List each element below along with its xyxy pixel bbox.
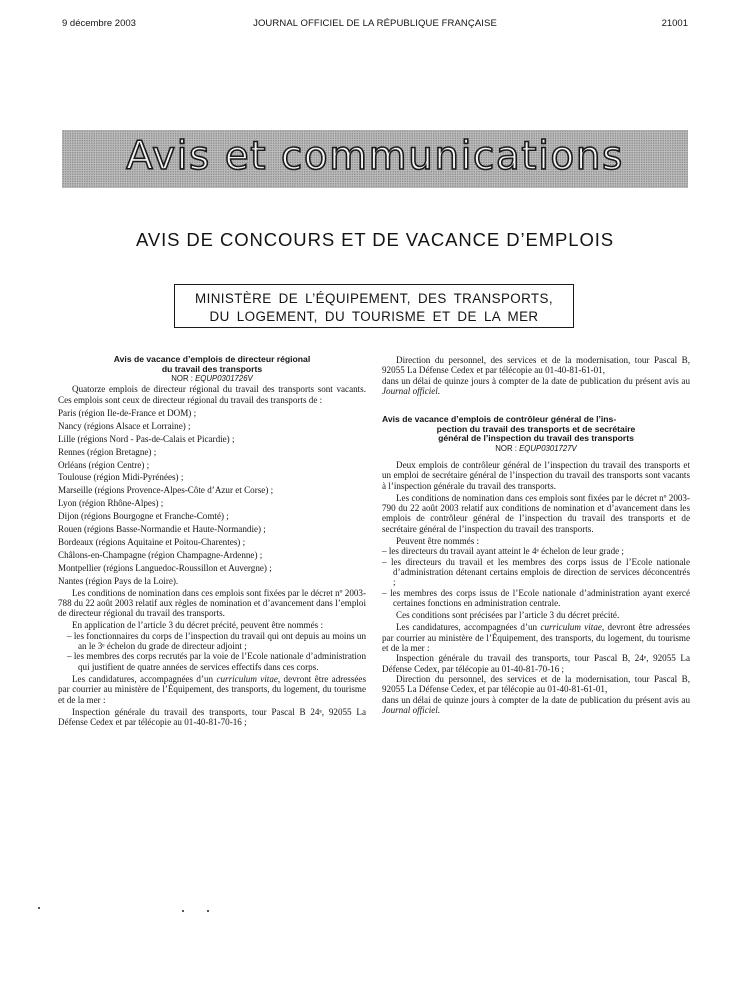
notice1-title-line-2: du travail des transports [161, 363, 263, 374]
notice2-applications [382, 622, 690, 653]
header-date: 9 décembre 2003 [62, 18, 136, 29]
applications-text: Les candidatures, accompagnées d’un [396, 622, 538, 633]
notice2-specified: Ces conditions sont précisées par l’article 3 du décret précité. [396, 610, 620, 621]
eligible-item: – les directeurs du travail ayant atteint le 4ᵉ échelon de leur grade ; [382, 546, 624, 557]
nor-code: EQUP0301727V [519, 443, 577, 453]
region-item: Lille (régions Nord - Pas-de-Calais et Picardie) ; [58, 433, 235, 444]
notice1-intro: Quatorze emplois de directeur régional du travail des transports sont vacants. Ces emplois sont ceux de directeur régional du travail des transports de : [58, 384, 366, 405]
notice1-title-line-1: Avis de vacance d’emplois de directeur régional [113, 354, 311, 364]
running-header [62, 18, 688, 32]
header-journal-title: JOURNAL OFFICIEL DE LA RÉPUBLIQUE FRANÇAISE [253, 18, 497, 29]
region-item: Nancy (régions Alsace et Lorraine) ; [58, 420, 191, 431]
region-item: Bordeaux (régions Aquitaine et Poitou-Charentes) ; [58, 536, 246, 547]
banner-title: Avis et communications [126, 134, 624, 179]
notice1-address-2: Direction du personnel, des services et de la modernisation, tour Pascal B, 92055 La Défense Cedex et par télécopie au 01-40-81-61-01, [382, 355, 690, 376]
notice2-address-2: Direction du personnel, des services et de la modernisation, tour Pascal B, 92055 La Défense Cedex, et par télécopie au 01-40-81-61-01, [382, 673, 690, 695]
notice2-conditions: Les conditions de nomination dans ces emplois sont fixées par le décret nº 2003-790 du 22 août 2003 relatif aux conditions de nomination et d’avancement dans les emplois de contrôleur général de l’inspection du travail des transports et de secrétaire général de l’inspection du travail des transports. [382, 492, 690, 534]
ministry-line-2: DU LOGEMENT, DU TOURISME ET DE LA MER [209, 309, 539, 324]
notice2-address-1: Inspection générale du travail des transports, tour Pascal B, 24ᵉ, 92055 La Défense Cedex, par télécopie au 01-40-81-70-16 ; [382, 653, 690, 674]
region-item: Marseille (régions Provence-Alpes-Côte d’Azur et Corse) ; [58, 485, 274, 496]
section-banner [62, 130, 688, 188]
region-item: Lyon (région Rhône-Alpes) ; [58, 498, 164, 509]
nor-label: NOR : [495, 443, 517, 453]
notice2-deadline [382, 695, 690, 716]
scan-speck [38, 907, 40, 909]
applications-text-end: devront être adressées par courrier au ministère de l’Équipement, des transports, du logement, du tourisme et de la mer : [382, 622, 690, 654]
deadline-journal: Journal officiel. [382, 704, 441, 715]
curriculum-vitae: curriculum vitae, [216, 673, 281, 684]
nor-code: EQUP0301726V [195, 374, 253, 383]
region-item: Toulouse (région Midi-Pyrénées) ; [58, 472, 184, 483]
region-item: Orléans (région Centre) ; [58, 459, 150, 470]
applications-text-end: devront être adressées par courrier au ministère de l’Équipement, des transports, du logement, du tourisme et de la mer : [58, 673, 366, 705]
right-column [382, 355, 690, 715]
left-column [58, 355, 366, 727]
eligible-item: – les directeurs du travail et les membres des corps issus de l’Ecole nationale d’administration détenant certains emplois de direction de services déconcentrés ; [382, 556, 690, 588]
notice2-title-line-3: général de l’inspection du travail des transports [438, 433, 634, 444]
ministry-line-1: MINISTÈRE DE L’ÉQUIPEMENT, DES TRANSPORTS, [195, 291, 553, 306]
region-item: Montpellier (régions Languedoc-Roussillon et Auvergne) ; [58, 562, 272, 573]
notice1-nor [58, 374, 366, 384]
region-item: Rouen (régions Basse-Normandie et Haute-Normandie) ; [58, 524, 266, 535]
scan-speck [207, 910, 209, 912]
deadline-text: dans un délai de quinze jours à compter de la date de publication du présent avis au [382, 694, 690, 705]
eligible-item: – les fonctionnaires du corps de l’inspection du travail qui ont depuis au moins un an le 3ᵉ échelon du grade de directeur adjoint ; [67, 630, 366, 652]
notice2-title-line-2: pection du travail des transports et de secrétaire [436, 423, 636, 434]
region-item: Rennes (région Bretagne) ; [58, 446, 157, 457]
applications-text: Les candidatures, accompagnées d’un [72, 673, 214, 684]
notice1-deadline [382, 376, 690, 397]
scan-speck [182, 910, 184, 912]
region-item: Châlons-en-Champagne (région Champagne-Ardenne) ; [58, 549, 263, 560]
notice2-title-line-1: Avis de vacance d’emplois de contrôleur général de l’ins- [382, 414, 617, 425]
header-page-number: 21001 [661, 18, 688, 29]
section-heading: AVIS DE CONCOURS ET DE VACANCE D’EMPLOIS [135, 229, 615, 250]
eligible-item: – les membres des corps recrutés par la voie de l’Ecole nationale d’administration qui justifient de quatre années de services effectifs dans ces corps. [67, 651, 366, 672]
nor-label: NOR : [171, 374, 193, 383]
curriculum-vitae: curriculum vitae, [540, 622, 605, 633]
notice1-applications [58, 674, 366, 705]
deadline-journal: Journal officiel. [382, 385, 441, 396]
notice1-address-1: Inspection générale du travail des transports, tour Pascal B 24ᵉ, 92055 La Défense Cedex et par télécopie au 01-40-81-70-16 ; [58, 706, 366, 728]
notice1-conditions: Les conditions de nomination dans ces emplois sont fixées par le décret nº 2003-788 du 22 août 2003 relatif aux règles de nomination et d’avancement dans l’emploi de directeur régional du travail des transports. [58, 587, 366, 619]
eligible-item: – les membres des corps issus de l’Ecole nationale d’administration ayant exercé certaines fonctions en administration centrale. [382, 587, 690, 608]
notice2-intro: Deux emplois de contrôleur général de l’inspection du travail des transports et un emploi de secrétaire général de l’inspection du travail des transports sont vacants à l’inspection générale du travail des transports. [382, 459, 690, 491]
region-item: Dijon (régions Bourgogne et Franche-Comté) ; [58, 511, 229, 522]
ministry-box [174, 284, 574, 328]
notice1-application: En application de l’article 3 du décret précité, peuvent être nommés : [72, 620, 323, 631]
notice2-eligible-intro: Peuvent être nommés : [396, 536, 480, 547]
notice2-nor [382, 444, 690, 454]
region-item: Nantes (région Pays de la Loire). [58, 575, 179, 586]
deadline-text: dans un délai de quinze jours à compter de la date de publication du présent avis au [382, 375, 690, 386]
region-item: Paris (région Ile-de-France et DOM) ; [58, 407, 197, 418]
